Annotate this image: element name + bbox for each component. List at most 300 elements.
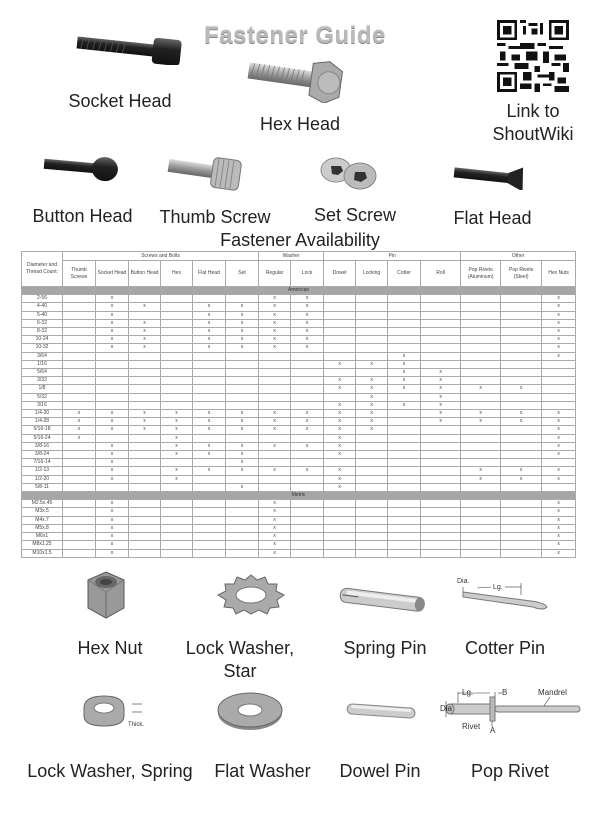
availability-cell: x <box>96 344 129 352</box>
availability-cell: x <box>388 360 421 368</box>
availability-cell: x <box>129 418 161 426</box>
availability-cell <box>356 319 388 327</box>
availability-cell <box>388 393 421 401</box>
availability-cell: x <box>324 483 356 491</box>
availability-cell <box>388 475 421 483</box>
availability-cell <box>129 401 161 409</box>
size-cell: 10-24 <box>22 336 63 344</box>
availability-cell <box>501 459 542 467</box>
availability-cell <box>259 483 291 491</box>
availability-cell <box>501 360 542 368</box>
availability-cell <box>356 451 388 459</box>
availability-cell <box>324 369 356 377</box>
availability-cell: x <box>542 451 576 459</box>
availability-cell: x <box>96 524 129 532</box>
thumb-screw-label: Thumb Screw <box>159 207 271 227</box>
pop-rivet-label: Pop Rivet <box>470 761 550 781</box>
availability-cell <box>63 295 96 303</box>
availability-cell <box>259 377 291 385</box>
flat-washer-label: Flat Washer <box>214 761 311 781</box>
availability-cell: x <box>356 393 388 401</box>
availability-cell <box>356 541 388 549</box>
column-header: Roll <box>421 261 461 287</box>
availability-cell: x <box>96 442 129 450</box>
availability-cell <box>461 516 501 524</box>
availability-cell <box>226 475 259 483</box>
availability-cell: x <box>129 344 161 352</box>
availability-cell <box>324 516 356 524</box>
availability-cell: x <box>542 549 576 557</box>
availability-cell <box>259 393 291 401</box>
availability-cell <box>291 401 324 409</box>
availability-cell: x <box>259 524 291 532</box>
size-cell: 3/8-24 <box>22 451 63 459</box>
flat-head-screw-icon <box>452 162 527 190</box>
availability-cell <box>193 369 226 377</box>
availability-cell: x <box>193 311 226 319</box>
availability-cell <box>421 328 461 336</box>
availability-cell <box>501 434 542 442</box>
availability-cell: x <box>542 303 576 311</box>
availability-cell: x <box>259 344 291 352</box>
size-cell: 1/2-20 <box>22 475 63 483</box>
lock-washer-spring-icon <box>80 692 150 730</box>
availability-cell <box>542 385 576 393</box>
availability-cell <box>129 524 161 532</box>
availability-cell <box>226 385 259 393</box>
availability-cell: x <box>259 541 291 549</box>
availability-cell: x <box>96 500 129 508</box>
availability-cell <box>291 524 324 532</box>
availability-cell: x <box>542 475 576 483</box>
availability-cell <box>461 434 501 442</box>
availability-cell <box>63 385 96 393</box>
availability-cell <box>388 459 421 467</box>
availability-cell <box>161 319 193 327</box>
hex-head-label: Hex Head <box>259 114 341 134</box>
availability-cell <box>542 483 576 491</box>
cotter-pin-label: Cotter Pin <box>464 638 546 658</box>
size-cell: 4-40 <box>22 303 63 311</box>
hex-nut-icon <box>82 570 130 620</box>
size-cell: M8x1.25 <box>22 541 63 549</box>
socket-head-label: Socket Head <box>68 91 172 111</box>
availability-cell <box>129 549 161 557</box>
availability-cell <box>388 541 421 549</box>
availability-cell <box>356 352 388 360</box>
availability-cell <box>291 533 324 541</box>
availability-cell: x <box>542 434 576 442</box>
availability-cell: x <box>259 311 291 319</box>
availability-cell <box>388 295 421 303</box>
availability-cell: x <box>96 541 129 549</box>
qr-link-label[interactable]: Link to ShoutWiki <box>492 101 574 144</box>
availability-cell: x <box>421 410 461 418</box>
availability-cell <box>421 475 461 483</box>
availability-cell <box>259 360 291 368</box>
availability-cell: x <box>324 410 356 418</box>
lock-washer-spring-label: Lock Washer, Spring <box>27 761 193 781</box>
availability-cell: x <box>324 451 356 459</box>
availability-cell <box>291 459 324 467</box>
availability-cell <box>461 549 501 557</box>
size-cell: 3/32 <box>22 377 63 385</box>
availability-cell: x <box>193 410 226 418</box>
availability-cell <box>421 319 461 327</box>
availability-cell: x <box>501 385 542 393</box>
size-cell: 10-32 <box>22 344 63 352</box>
column-header: Hex Nuts <box>542 261 576 287</box>
availability-cell: x <box>542 426 576 434</box>
table-row <box>22 508 576 516</box>
availability-cell <box>129 295 161 303</box>
availability-cell <box>356 328 388 336</box>
column-header: Hex <box>161 261 193 287</box>
availability-cell <box>388 311 421 319</box>
availability-cell <box>96 393 129 401</box>
availability-cell <box>193 401 226 409</box>
availability-cell: x <box>161 467 193 475</box>
availability-cell: x <box>542 352 576 360</box>
availability-cell <box>96 369 129 377</box>
availability-cell <box>388 451 421 459</box>
availability-cell: x <box>542 328 576 336</box>
availability-cell: x <box>501 410 542 418</box>
availability-cell: x <box>356 410 388 418</box>
availability-cell: x <box>356 377 388 385</box>
availability-cell <box>96 434 129 442</box>
size-cell: 5/16-24 <box>22 434 63 442</box>
availability-cell <box>291 434 324 442</box>
group-header-other: Other <box>461 252 576 261</box>
availability-cell: x <box>542 516 576 524</box>
availability-cell <box>388 442 421 450</box>
availability-cell: x <box>291 344 324 352</box>
column-header: Cotter <box>388 261 421 287</box>
table-row <box>22 516 576 524</box>
availability-cell <box>324 295 356 303</box>
availability-cell: x <box>63 418 96 426</box>
availability-cell <box>226 549 259 557</box>
availability-cell <box>421 541 461 549</box>
availability-cell <box>461 533 501 541</box>
availability-cell: x <box>291 426 324 434</box>
table-title: Fastener Availability <box>220 230 380 250</box>
section-label: Metric <box>22 492 576 500</box>
availability-cell <box>161 360 193 368</box>
availability-cell: x <box>226 418 259 426</box>
size-cell: M3x.5 <box>22 508 63 516</box>
availability-cell: x <box>226 467 259 475</box>
availability-cell <box>324 319 356 327</box>
availability-cell: x <box>161 475 193 483</box>
column-header: Pop Rivets (Steel) <box>501 261 542 287</box>
availability-cell: x <box>542 442 576 450</box>
availability-cell <box>63 360 96 368</box>
availability-cell: x <box>542 311 576 319</box>
availability-cell <box>129 311 161 319</box>
availability-cell <box>63 311 96 319</box>
availability-cell <box>226 524 259 532</box>
availability-cell <box>501 303 542 311</box>
availability-cell <box>356 295 388 303</box>
table-row <box>22 410 576 418</box>
availability-cell <box>356 549 388 557</box>
availability-cell <box>193 508 226 516</box>
availability-cell <box>421 533 461 541</box>
availability-cell: x <box>356 418 388 426</box>
availability-cell: x <box>161 451 193 459</box>
availability-cell <box>388 524 421 532</box>
availability-cell <box>129 483 161 491</box>
availability-cell <box>63 369 96 377</box>
availability-cell: x <box>259 328 291 336</box>
availability-cell <box>193 549 226 557</box>
qr-code-icon[interactable] <box>497 20 569 92</box>
availability-cell <box>96 385 129 393</box>
availability-cell <box>324 459 356 467</box>
spring-pin-icon <box>338 585 430 617</box>
availability-cell: x <box>324 434 356 442</box>
availability-cell <box>193 533 226 541</box>
availability-cell: x <box>388 385 421 393</box>
availability-cell: x <box>96 475 129 483</box>
availability-cell: x <box>259 410 291 418</box>
availability-cell <box>63 344 96 352</box>
availability-cell: x <box>96 459 129 467</box>
availability-cell <box>63 328 96 336</box>
availability-cell: x <box>542 500 576 508</box>
availability-cell <box>129 442 161 450</box>
thumb-screw-icon <box>165 152 245 192</box>
availability-cell <box>421 459 461 467</box>
availability-cell <box>421 483 461 491</box>
availability-cell <box>356 434 388 442</box>
group-header-screws: Screws and Bolts <box>63 252 259 261</box>
availability-cell <box>63 483 96 491</box>
availability-cell <box>356 483 388 491</box>
availability-cell <box>193 459 226 467</box>
availability-cell <box>461 508 501 516</box>
table-row <box>22 344 576 352</box>
table-row <box>22 336 576 344</box>
availability-cell <box>193 377 226 385</box>
availability-cell: x <box>226 319 259 327</box>
table-row <box>22 524 576 532</box>
availability-cell <box>291 516 324 524</box>
availability-cell <box>129 385 161 393</box>
availability-cell <box>461 401 501 409</box>
table-row <box>22 319 576 327</box>
availability-cell <box>542 377 576 385</box>
availability-cell <box>388 426 421 434</box>
availability-cell <box>161 344 193 352</box>
availability-cell <box>291 500 324 508</box>
availability-cell <box>63 500 96 508</box>
availability-cell: x <box>226 426 259 434</box>
column-header: Socket Head <box>96 261 129 287</box>
availability-cell <box>63 303 96 311</box>
flat-washer-icon <box>215 690 285 732</box>
availability-cell <box>501 524 542 532</box>
availability-cell: x <box>542 410 576 418</box>
availability-cell <box>356 516 388 524</box>
availability-cell: x <box>96 336 129 344</box>
availability-cell <box>501 533 542 541</box>
availability-cell <box>291 483 324 491</box>
availability-cell <box>193 295 226 303</box>
availability-cell <box>356 459 388 467</box>
availability-cell <box>421 295 461 303</box>
availability-cell <box>461 426 501 434</box>
availability-cell <box>501 426 542 434</box>
availability-cell: x <box>161 418 193 426</box>
availability-cell <box>421 434 461 442</box>
availability-cell <box>501 500 542 508</box>
availability-cell: x <box>226 410 259 418</box>
availability-cell <box>388 344 421 352</box>
availability-cell <box>501 451 542 459</box>
table-row <box>22 311 576 319</box>
availability-cell: x <box>324 467 356 475</box>
availability-cell: x <box>324 385 356 393</box>
set-screw-label: Set Screw <box>313 205 397 225</box>
availability-cell: x <box>96 451 129 459</box>
availability-cell <box>291 377 324 385</box>
hex-nut-label: Hex Nut <box>77 638 143 658</box>
table-row <box>22 352 576 360</box>
availability-cell: x <box>324 426 356 434</box>
size-cell: 3/8-16 <box>22 442 63 450</box>
cotter-pin-icon <box>455 575 555 613</box>
availability-cell: x <box>324 360 356 368</box>
availability-cell: x <box>259 295 291 303</box>
availability-cell <box>324 352 356 360</box>
availability-cell <box>461 295 501 303</box>
availability-cell: x <box>226 336 259 344</box>
availability-cell <box>421 336 461 344</box>
availability-cell: x <box>542 295 576 303</box>
availability-cell <box>291 475 324 483</box>
availability-cell: x <box>542 467 576 475</box>
availability-cell <box>324 500 356 508</box>
availability-cell <box>161 500 193 508</box>
size-cell: M2.5x.45 <box>22 500 63 508</box>
availability-cell: x <box>161 426 193 434</box>
availability-cell <box>161 401 193 409</box>
availability-cell: x <box>259 303 291 311</box>
availability-cell: x <box>388 377 421 385</box>
availability-cell <box>96 352 129 360</box>
availability-cell: x <box>501 467 542 475</box>
column-header: Set <box>226 261 259 287</box>
availability-cell: x <box>226 344 259 352</box>
column-header: Pop Rivets (Aluminum) <box>461 261 501 287</box>
availability-cell <box>291 393 324 401</box>
availability-cell <box>129 352 161 360</box>
availability-cell <box>421 303 461 311</box>
availability-cell <box>388 328 421 336</box>
set-screw-icon <box>318 152 380 194</box>
availability-cell: x <box>193 418 226 426</box>
availability-cell <box>226 401 259 409</box>
availability-cell <box>388 516 421 524</box>
availability-cell <box>421 426 461 434</box>
availability-cell: x <box>193 336 226 344</box>
availability-cell <box>226 533 259 541</box>
column-header: Flat Head <box>193 261 226 287</box>
availability-cell <box>161 295 193 303</box>
availability-cell <box>356 303 388 311</box>
availability-cell: x <box>421 401 461 409</box>
availability-cell <box>461 451 501 459</box>
size-cell: 8-32 <box>22 328 63 336</box>
availability-cell <box>193 360 226 368</box>
availability-cell <box>226 377 259 385</box>
availability-cell <box>501 541 542 549</box>
availability-cell <box>161 533 193 541</box>
availability-cell <box>324 533 356 541</box>
availability-cell <box>161 385 193 393</box>
availability-cell <box>501 508 542 516</box>
availability-cell <box>291 549 324 557</box>
availability-cell <box>129 451 161 459</box>
size-cell: 5/16-18 <box>22 426 63 434</box>
svg-text:Thick.: Thick. <box>128 722 145 728</box>
availability-cell: x <box>421 369 461 377</box>
size-cell: 5/32 <box>22 393 63 401</box>
availability-cell <box>193 475 226 483</box>
size-cell: M6x1 <box>22 533 63 541</box>
availability-cell: x <box>226 451 259 459</box>
availability-cell <box>226 508 259 516</box>
availability-cell <box>356 475 388 483</box>
dowel-pin-label: Dowel Pin <box>339 761 421 781</box>
availability-cell <box>161 336 193 344</box>
availability-cell: x <box>388 401 421 409</box>
availability-cell <box>226 434 259 442</box>
size-cell: M10x1.5 <box>22 549 63 557</box>
availability-cell <box>324 508 356 516</box>
availability-cell <box>501 311 542 319</box>
availability-cell: x <box>461 475 501 483</box>
availability-cell <box>129 508 161 516</box>
availability-cell <box>542 459 576 467</box>
availability-cell: x <box>259 418 291 426</box>
availability-cell <box>161 483 193 491</box>
availability-cell <box>226 295 259 303</box>
availability-cell <box>324 311 356 319</box>
svg-text:Lg.: Lg. <box>462 688 474 697</box>
svg-text:A: A <box>490 726 496 735</box>
availability-cell <box>461 336 501 344</box>
availability-cell <box>388 418 421 426</box>
availability-cell <box>161 508 193 516</box>
availability-cell: x <box>96 508 129 516</box>
size-cell: M5x.8 <box>22 524 63 532</box>
availability-cell: x <box>129 426 161 434</box>
availability-cell: x <box>291 418 324 426</box>
availability-cell: x <box>324 475 356 483</box>
availability-cell: x <box>96 295 129 303</box>
availability-cell: x <box>193 344 226 352</box>
table-row <box>22 475 576 483</box>
availability-cell <box>63 524 96 532</box>
availability-cell <box>226 500 259 508</box>
section-row <box>22 492 576 500</box>
availability-cell <box>324 328 356 336</box>
availability-cell <box>96 483 129 491</box>
